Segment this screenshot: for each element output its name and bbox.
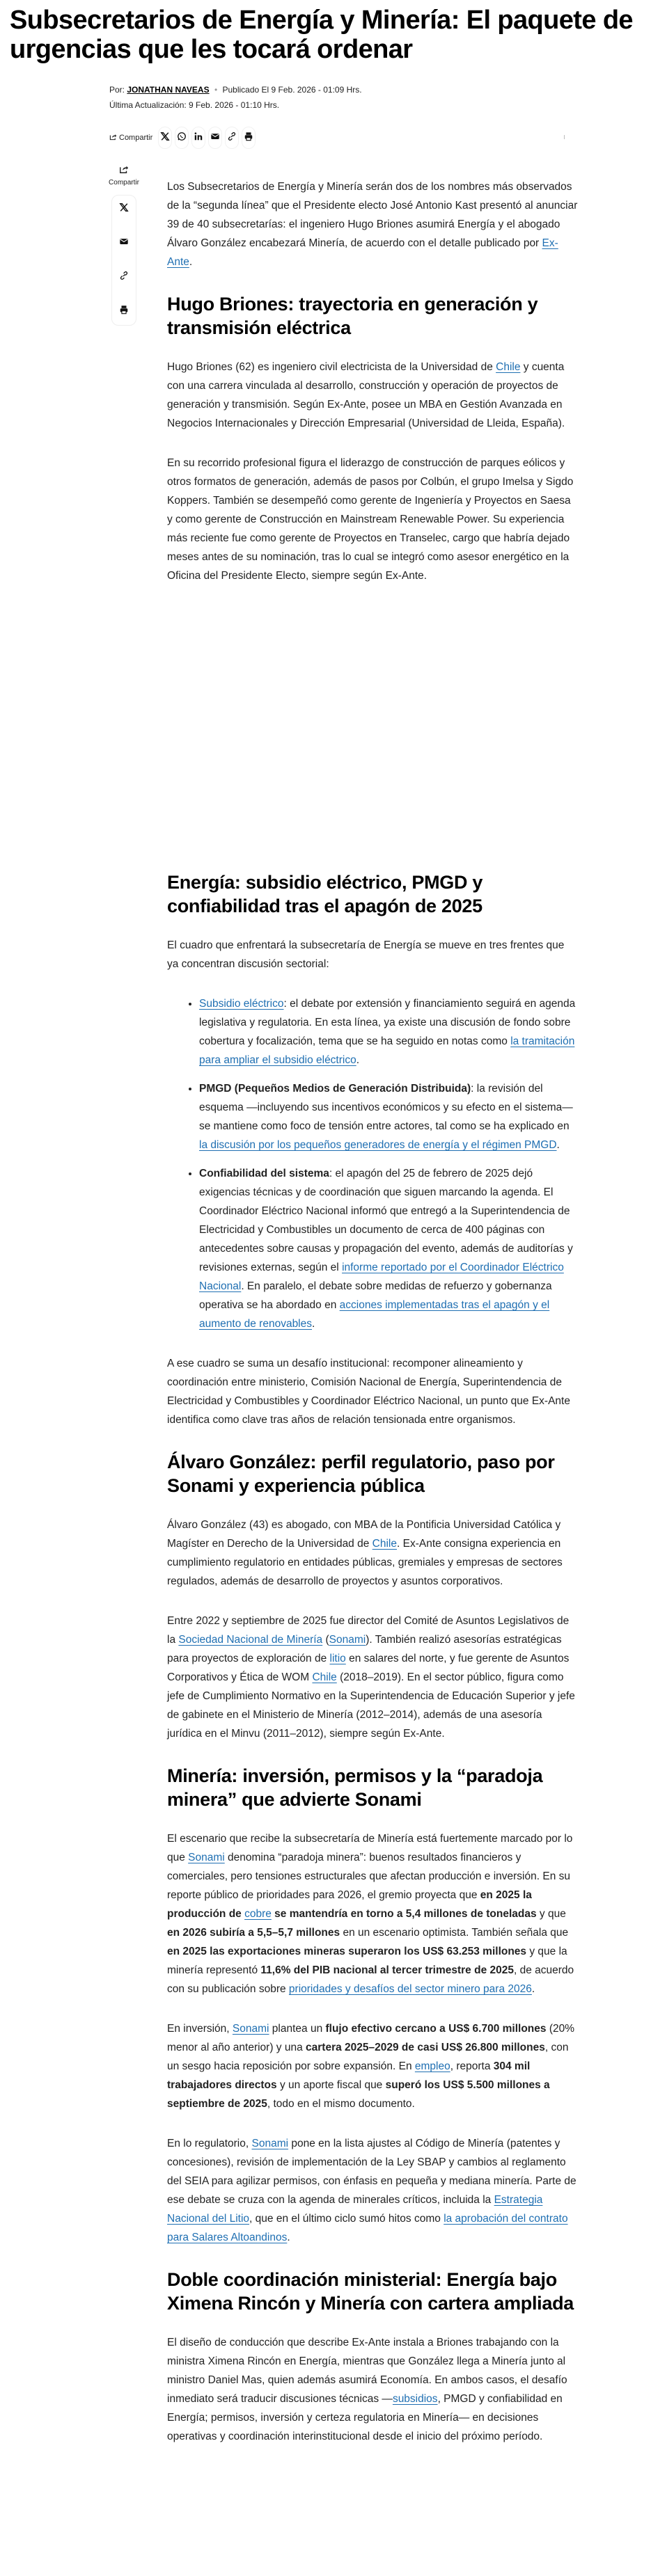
text: Minería: inversión, permisos y la “paradoja minera” que advierte Sonami	[167, 1765, 543, 1810]
inline-link[interactable]: subsidios	[392, 2393, 438, 2405]
print-icon	[244, 132, 253, 145]
paragraph	[167, 454, 578, 585]
text: , de acuerdo con su publicación sobre	[167, 1964, 574, 1995]
text: y que	[536, 1908, 566, 1920]
inline-link[interactable]: Sonami	[251, 2138, 289, 2149]
text: , que en el último ciclo sumó hitos como	[249, 2213, 444, 2225]
divider	[564, 135, 565, 139]
email-icon	[210, 132, 220, 145]
share-label: Compartir	[119, 134, 153, 142]
linkedin-share-button[interactable]	[191, 127, 205, 149]
whatsapp-icon	[177, 132, 187, 145]
x-share-button[interactable]	[158, 127, 172, 149]
paragraph	[167, 177, 578, 271]
separator-dot: •	[214, 85, 218, 95]
bullet-list	[167, 994, 578, 1333]
inline-link[interactable]: acciones implementadas tras el apagón y el aumento de renovables	[199, 1299, 550, 1330]
inline-link[interactable]: Sonami	[188, 1852, 225, 1863]
text: Entre 2022 y septiembre de 2025 fue director del Comité de Asuntos Legislativos de la	[167, 1615, 570, 1646]
text: plantea un	[269, 2023, 326, 2035]
bold-text: en 2025 las exportaciones mineras superaron los US$ 63.253 millones	[167, 1946, 527, 1957]
bold-text: Confiabilidad del sistema	[199, 1168, 329, 1179]
text: . En paralelo, el debate sobre medidas de refuerzo y gobernanza operativa se ha abordado en	[199, 1280, 552, 1311]
text: Los Subsecretarios de Energía y Minería serán dos de los nombres más observados de la “segunda línea” que el Presidente electo José Antonio Kast presentó al anunciar 39 de 40 subsecretarías: el ingeniero Hugo Briones asumirá Energía y el abogado Álvaro González encabezará Minería, de acuerdo con el detalle publicado por	[167, 181, 578, 249]
inline-link[interactable]: Chile	[372, 1538, 397, 1550]
text: en un escenario optimista. También señala que	[340, 1927, 569, 1939]
section-heading	[167, 870, 578, 918]
text: , PMGD y confiabilidad en Energía; permisos, inversión y certeza regulatoria en Minería— en decisiones operativas y coordinación interinstitucional desde el inicio del próximo período.	[167, 2393, 563, 2442]
text: y cuenta con una carrera vinculada al desarrollo, construcción y operación de proyectos de generación y transmisión. Según Ex-Ante, posee un MBA en Gestión Avanzada en Negocios Internacionales y Dirección Empresarial (Universidad de Lleida, España).	[167, 361, 565, 429]
text: , todo en el mismo documento.	[267, 2098, 415, 2110]
article-title: Subsecretarios de Energía y Minería: El paquete de urgencias que les tocará ordenar	[10, 6, 633, 64]
sidebar-share-button[interactable]	[106, 164, 142, 186]
text: .	[312, 1318, 315, 1330]
published-date: Publicado El 9 Feb. 2026 - 01:09 Hrs.	[222, 85, 362, 95]
ad-space	[167, 606, 578, 870]
text: El diseño de conducción que describe Ex-Ante instala a Briones trabajando con la ministra Ximena Rincón en Energía, mientras que González llega a Minería junto al ministro Daniel Mas, quien además asumirá Economía. En ambos casos, el desafío inmediato será traducir discusiones técnicas —	[167, 2337, 567, 2405]
inline-link[interactable]: Ex-Ante	[167, 237, 558, 268]
text: .	[556, 1139, 560, 1151]
paragraph	[167, 936, 578, 973]
paragraph	[167, 2134, 578, 2247]
text: En su recorrido profesional figura el liderazgo de construcción de parques eólicos y otros formatos de generación, además de pasos por Colbún, el grupo Imelsa y Sigdo Koppers. También se desempeñó como gerente de Ingeniería y Proyectos en Saesa y como gerente de Construcción en Mainstream Renewable Power. Su experiencia más reciente fue como gerente de Proyectos en Transelec, cargo que habría dejado meses antes de su nominación, tras lo cual se integró como asesor energético en la Oficina del Presidente Electo, siempre según Ex-Ante.	[167, 457, 574, 582]
inline-link[interactable]: Subsidio eléctrico	[199, 998, 284, 1010]
text: .	[531, 1983, 535, 1995]
paragraph	[167, 1516, 578, 1591]
text: , reporta	[450, 2060, 494, 2072]
x-icon[interactable]	[119, 202, 129, 216]
text: (2018–2019). En el sector público, figura como jefe de Cumplimiento Normativo en la Superintendencia de Educación Superior y jefe de gabinete en el Ministerio de Minería (2012–2014), además de una asesoría jurídica en el Minvu (2011–2012), siempre según Ex-Ante.	[167, 1671, 575, 1740]
by-label: Por:	[109, 85, 125, 95]
text: : el apagón del 25 de febrero de 2025 dejó exigencias técnicas y de coordinación que siguen marcando la agenda. El Coordinador Eléctrico Nacional informó que entregó a la Superintendencia de Electricidad y Combustibles un documento de cerca de 400 páginas con antecedentes sobre causas y propagación del evento, además de auditorías y revisiones externas, según el	[199, 1168, 573, 1273]
inline-link[interactable]: la tramitación para ampliar el subsidio eléctrico	[199, 1035, 575, 1066]
paragraph	[167, 1354, 578, 1429]
text: (20% menor al año anterior) y una	[167, 2023, 575, 2053]
text: Hugo Briones: trayectoria en generación y transmisión eléctrica	[167, 294, 538, 338]
share-bar	[109, 127, 257, 149]
text: Doble coordinación ministerial: Energía bajo Ximena Rincón y Minería con cartera ampliada	[167, 2269, 574, 2314]
bold-text: superó los US$ 5.500 millones a septiembre de 2025	[167, 2079, 550, 2110]
bold-text: en 2025 la producción de	[167, 1889, 532, 1920]
list-item	[199, 1164, 578, 1333]
text: : el debate por extensión y financiamiento seguirá en agenda legislativa y regulatoria. En esta línea, ya existe una discusión de fondo sobre cobertura y focalización, tema que se ha seguido en notas como	[199, 998, 576, 1047]
text: : la revisión del esquema —incluyendo sus incentivos económicos y su efecto en el sistema— se mantiene como foco de tensión entre actores, tal como se ha explicado en	[199, 1083, 573, 1132]
paragraph	[167, 1829, 578, 1998]
print-button[interactable]	[242, 127, 256, 149]
text: (	[322, 1634, 329, 1646]
bold-text: cartera 2025–2029 de casi US$ 26.800 millones	[306, 2042, 545, 2053]
paragraph	[167, 1612, 578, 1743]
inline-link[interactable]: la discusión por los pequeños generadores de energía y el régimen PMGD	[199, 1139, 557, 1151]
inline-link[interactable]: Sociedad Nacional de Minería	[178, 1634, 323, 1646]
article-body	[167, 177, 578, 2467]
inline-link[interactable]: Sonami	[329, 1634, 366, 1646]
author-link[interactable]: JONATHAN NAVEAS	[127, 85, 210, 95]
link-icon[interactable]	[119, 271, 129, 284]
x-icon	[160, 132, 170, 145]
article-meta	[109, 82, 362, 113]
text: .	[356, 1054, 360, 1066]
inline-link[interactable]: Chile	[312, 1671, 337, 1683]
inline-link[interactable]: Sonami	[232, 2023, 269, 2035]
bold-text: flujo efectivo cercano a US$ 6.700 millones	[325, 2023, 547, 2035]
text: A ese cuadro se suma un desafío institucional: recomponer alineamiento y coordinación entre ministerio, Comisión Nacional de Energía, Superintendencia de Electricidad y Combustibles y Coordinador Eléctrico Nacional, un punto que Ex-Ante identifica como clave tras años de relación tensionada entre organismos.	[167, 1358, 570, 1426]
inline-link[interactable]: Chile	[496, 361, 521, 373]
section-heading	[167, 1764, 578, 1811]
inline-link[interactable]: empleo	[414, 2060, 450, 2072]
text: en salares del norte, y fue gerente de Asuntos Corporativos y Ética de WOM	[167, 1653, 570, 1683]
whatsapp-share-button[interactable]	[175, 127, 189, 149]
list-item	[199, 1079, 578, 1154]
inline-link[interactable]: informe reportado por el Coordinador Eléctrico Nacional	[199, 1262, 564, 1292]
sidebar-share-label: Compartir	[109, 179, 139, 186]
updated-date: Última Actualización: 9 Feb. 2026 - 01:10 Hrs.	[109, 100, 280, 110]
text: El cuadro que enfrentará la subsecretaría de Energía se mueve en tres frentes que ya concentran discusión sectorial:	[167, 939, 565, 970]
inline-link[interactable]: cobre	[244, 1908, 272, 1920]
section-heading	[167, 2268, 578, 2315]
bold-text: en 2026 subiría a 5,5–5,7 millones	[167, 1927, 340, 1939]
bold-text: PMGD (Pequeños Medios de Generación Distribuida)	[199, 1083, 471, 1095]
section-heading	[167, 292, 578, 340]
link-icon	[227, 132, 237, 145]
inline-link[interactable]: Estrategia Nacional del Litio	[167, 2194, 543, 2225]
text: , con un sesgo hacia reposición por sobre expansión. En	[167, 2042, 569, 2072]
text: En lo regulatorio,	[167, 2138, 252, 2149]
text: denomina “paradoja minera”: buenos resultados financieros y comerciales, pero tensiones estructurales que afectan producción e inversión. En su reporte público de prioridades para 2026, el gremio proyecta que	[167, 1852, 570, 1901]
text: ). También realizó asesorías estratégicas para proyectos de exploración de	[167, 1634, 562, 1664]
inline-link[interactable]: prioridades y desafíos del sector minero para 2026	[288, 1983, 532, 1995]
text: y un aporte fiscal que	[276, 2079, 386, 2091]
text: El escenario que recibe la subsecretaría de Minería está fuertemente marcado por lo que	[167, 1833, 573, 1863]
text: . Ex-Ante consigna experiencia en cumplimiento regulatorio en entidades públicas, gremiales y empresas de sectores regulados, además de desarrollo de proyectos y asuntos corporativos.	[167, 1538, 563, 1587]
text: Hugo Briones (62) es ingeniero civil electricista de la Universidad de	[167, 361, 496, 373]
text: Álvaro González: perfil regulatorio, paso por Sonami y experiencia pública	[167, 1452, 555, 1496]
sticky-share-sidebar	[106, 164, 142, 326]
email-icon[interactable]	[119, 237, 129, 250]
text: .	[189, 256, 193, 268]
paragraph	[167, 2019, 578, 2113]
text: y que la minería representó	[167, 1946, 567, 1976]
text: Álvaro González (43) es abogado, con MBA de la Pontificia Universidad Católica y Magíster en Derecho de la Universidad de	[167, 1519, 561, 1550]
print-icon[interactable]	[119, 305, 129, 318]
section-heading	[167, 1450, 578, 1497]
paragraph	[167, 358, 578, 433]
text: pone en la lista ajustes al Código de Minería (patentes y concesiones), revisión de implementación de la Ley SBAP y cambios al reglamento del SEIA para agilizar permisos, con énfasis en pequeña y mediana minería. Parte de ese debate se cruza con la agenda de minerales críticos, incluida la	[167, 2138, 576, 2206]
email-share-button[interactable]	[208, 127, 222, 149]
linkedin-icon	[194, 132, 203, 145]
bold-text: se mantendría en torno a 5,4 millones de toneladas	[271, 1908, 537, 1920]
share-icon	[109, 133, 117, 143]
inline-link[interactable]: litio	[329, 1653, 346, 1664]
sidebar-share-box	[111, 195, 136, 326]
bold-text: 11,6% del PIB nacional al tercer trimestre de 2025	[260, 1964, 514, 1976]
text: Energía: subsidio eléctrico, PMGD y confiabilidad tras el apagón de 2025	[167, 872, 483, 916]
paragraph	[167, 2333, 578, 2446]
text: .	[287, 2232, 290, 2243]
text: En inversión,	[167, 2023, 233, 2035]
share-button[interactable]	[109, 133, 152, 143]
bold-text: 304 mil trabajadores directos	[167, 2060, 531, 2091]
copy-link-button[interactable]	[225, 127, 239, 149]
share-icon	[119, 165, 129, 177]
inline-link[interactable]: la aprobación del contrato para Salares Altoandinos	[167, 2213, 568, 2243]
list-item	[199, 994, 578, 1070]
